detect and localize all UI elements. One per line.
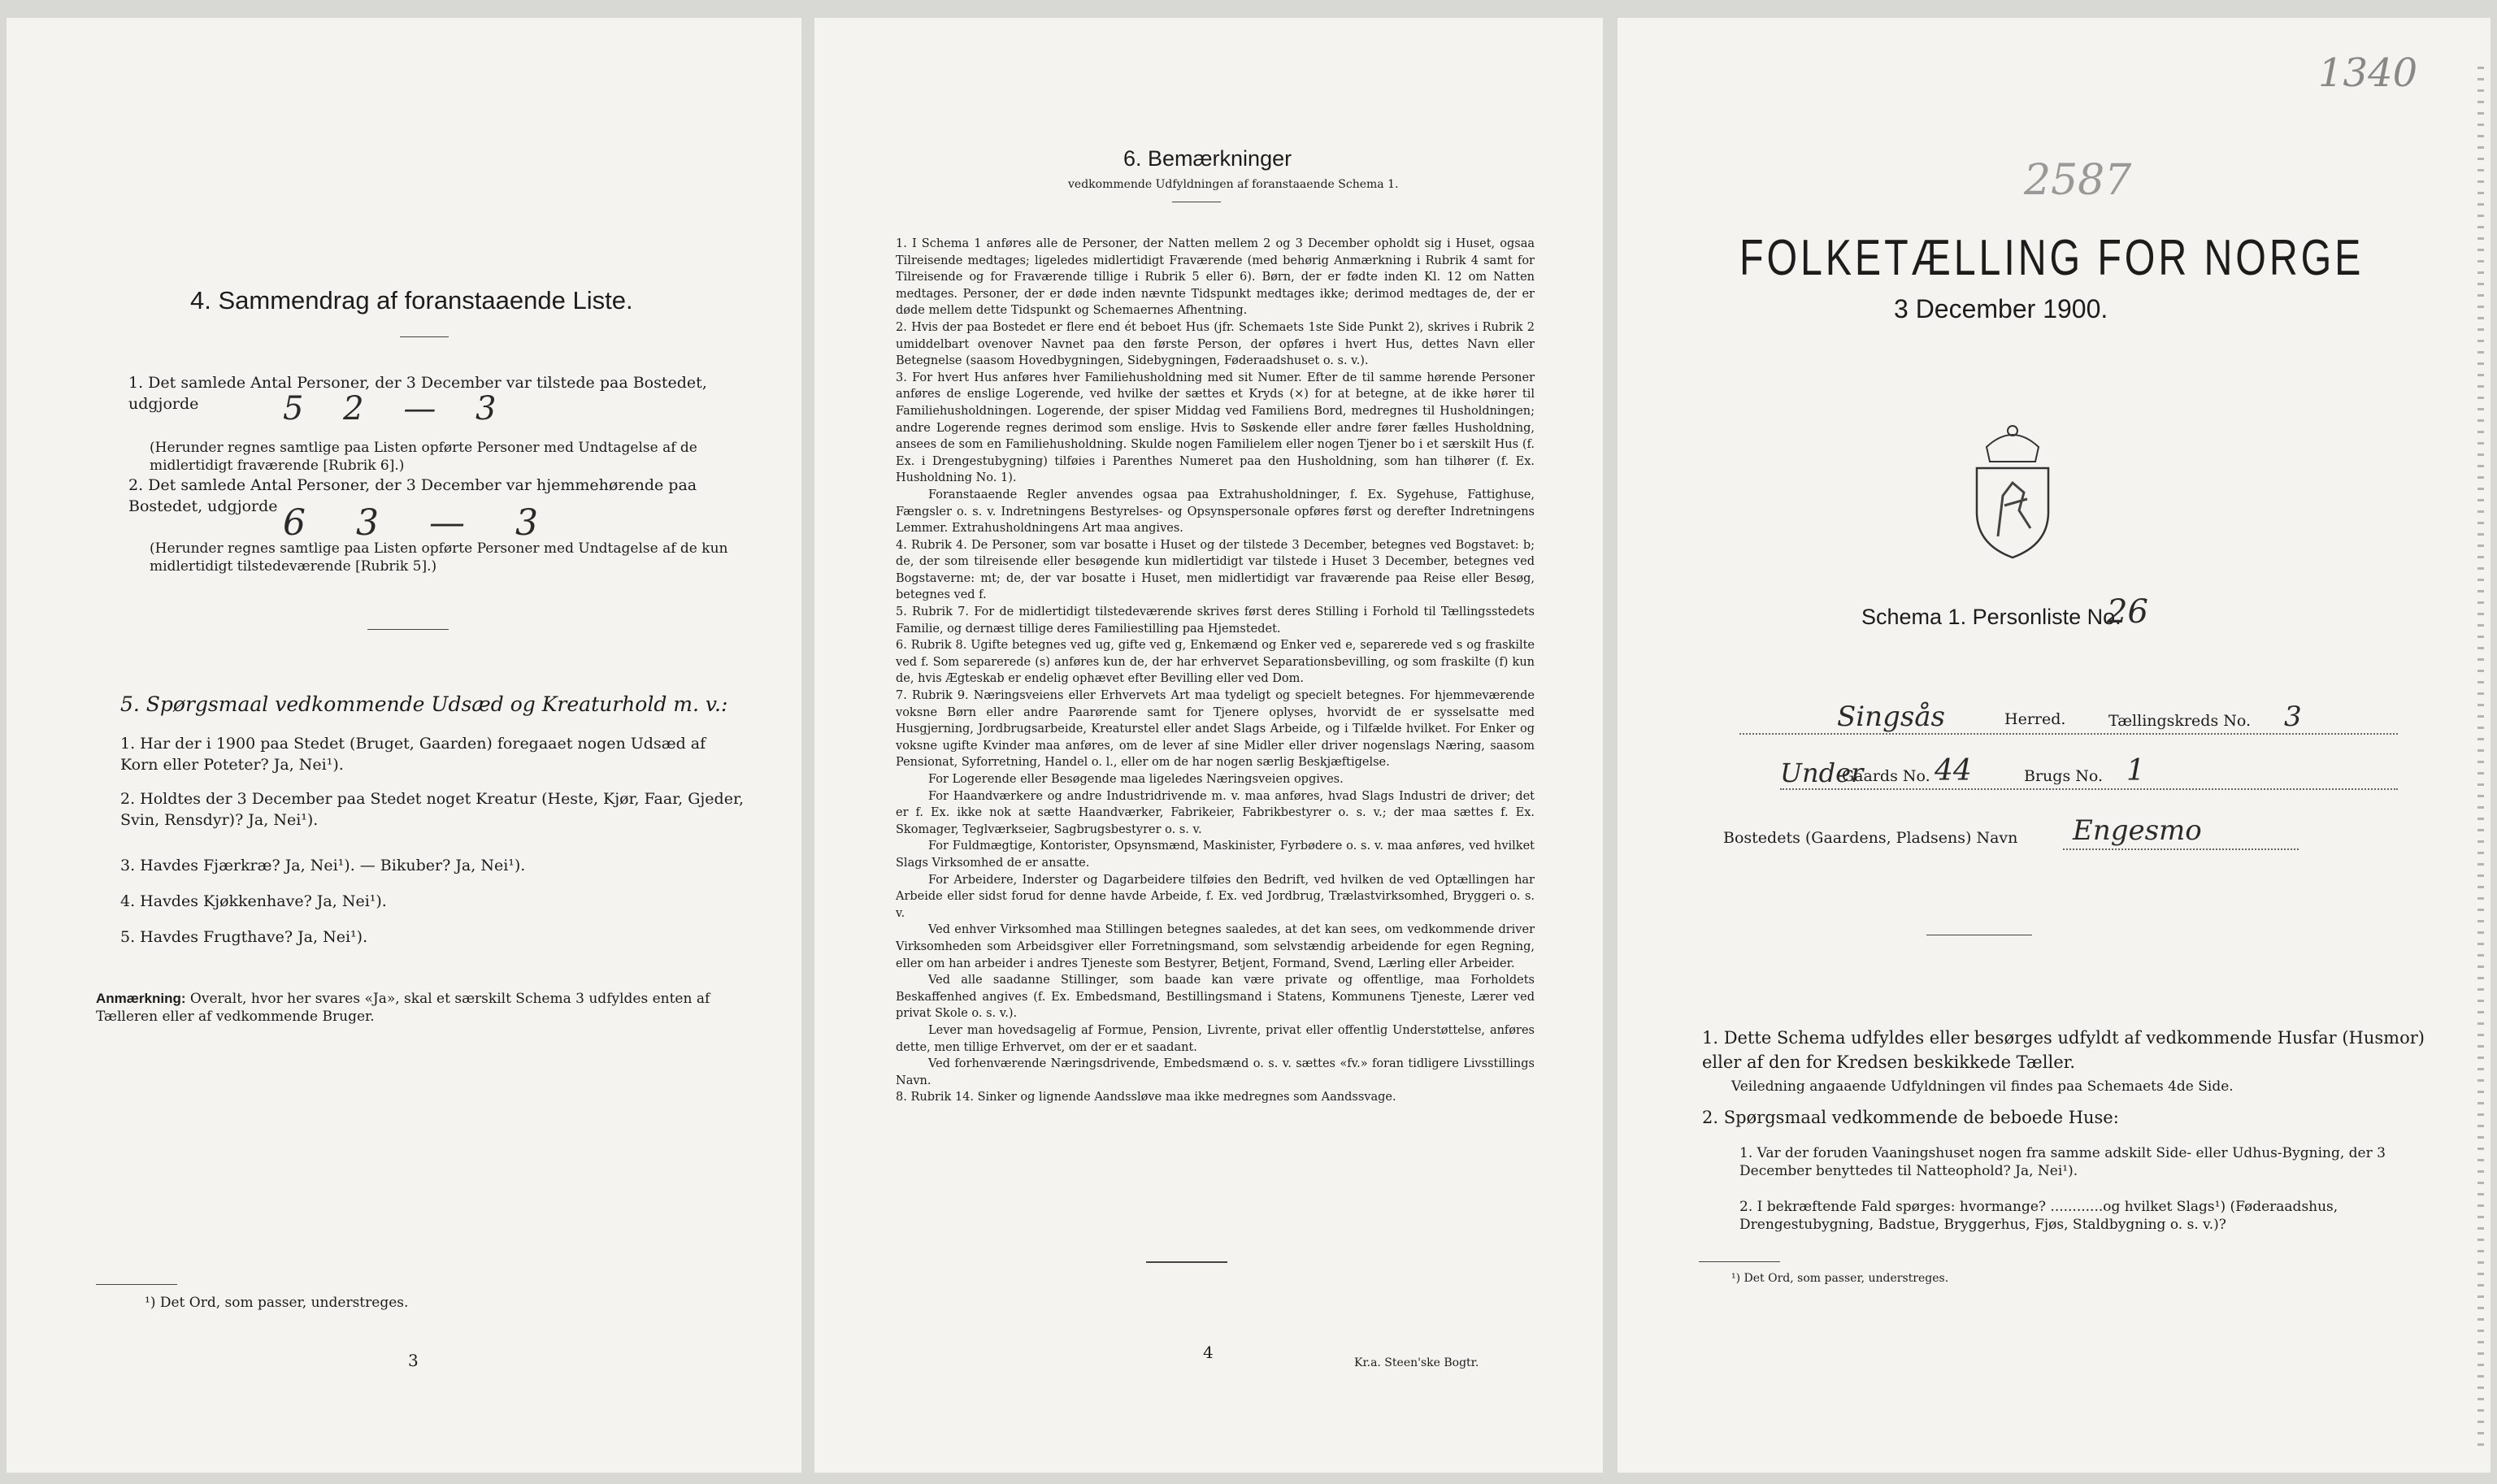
field-line bbox=[1780, 788, 2398, 790]
note-item: 1. I Schema 1 anføres alle de Personer, der Natten mellem 2 og 3 December opholdt sig i Huset, ogsaa Tilreisende medtages; ligeledes midlertidigt Fraværende (med behørig Anmærkning i Rubrik 4 samt for Tilreisende og for Fraværende tillige i Rubrik 5 eller 6). Børn, der er fødte inden Kl. 12 om Natten medtages. Personer, der er døde inden nævnte Tidspunkt medtages ikke; derimod medtages de, der er døde mellem dette Tidspunkt og Schemaernes Afhentning. bbox=[896, 237, 1535, 318]
page-left bbox=[7, 18, 801, 1473]
house-question-1: 1. Var der foruden Vaaningshuset nogen fra samme adskilt Side- eller Udhus-Bygning, der 3 December benyttedes til Natteophold? Ja, Nei¹). bbox=[1739, 1145, 2386, 1179]
question-1: 1. Har der i 1900 paa Stedet (Bruget, Gaarden) foregaaet nogen Udsæd af Korn eller Poteter? Ja, Nei¹). bbox=[120, 735, 706, 774]
question-2: 2. Holdtes der 3 December paa Stedet noget Kreatur (Heste, Kjør, Faar, Gjeder, Svin, Rensdyr)? Ja, Nei¹). bbox=[120, 790, 744, 829]
gaard-prefix: Under bbox=[1780, 757, 1864, 788]
section4-title: 4. Sammendrag af foranstaaende Liste. bbox=[190, 286, 633, 315]
note-item: 8. Rubrik 14. Sinker og lignende Aandssløve maa ikke medregnes som Aandssvage. bbox=[896, 1091, 1396, 1104]
remark bbox=[96, 990, 746, 1026]
item1-values: 5 2 — 3 bbox=[283, 390, 511, 427]
page-number: 3 bbox=[408, 1351, 419, 1370]
note-item: 6. Rubrik 8. Ugifte betegnes ved ug, gifte ved g, Enkemænd og Enker ved e, separerede ved s og fraskilte ved f. Som separerede (s) anføres kun de, der har erhvervet Separationsbevilling, og som fraskilte (f) kun de, hvis Ægteskab er endelig ophævet efter Bevilling eller ved Dom. bbox=[896, 639, 1535, 686]
footnote: ¹) Det Ord, som passer, understreges. bbox=[145, 1295, 409, 1311]
kreds-value: 3 bbox=[2284, 701, 2302, 733]
item2-values: 6 3 — 3 bbox=[283, 502, 558, 544]
page-number: 4 bbox=[1203, 1343, 1214, 1362]
herred-label: Herred. bbox=[2004, 710, 2066, 728]
section5-title: 5. Spørgsmaal vedkommende Udsæd og Kreaturhold m. v.: bbox=[120, 692, 728, 716]
house-question-2: 2. I bekræftende Fald spørges: hvormange? ............og hvilket Slags¹) (Føderaadshus, Drengestubygning, Badstue, Bryggerhus, Fjøs, Staldbygning o. s. v.)? bbox=[1739, 1199, 2338, 1233]
item2-note: (Herunder regnes samtlige paa Listen opførte Personer med Undtagelse af de kun midlertidigt tilstedeværende [Rubrik 5].) bbox=[150, 540, 728, 575]
note-item: 7. Rubrik 9. Næringsveiens eller Erhvervets Art maa tydeligt og specielt betegnes. For hjemmeværende voksne Børn eller andre Paarørende samt for Tjenere oplyses, hvorvidt de er sysselsatte med Husgjerning, Jordbrugsarbeide, Kreaturstel eller andet Slags Arbeide, og i Tilfælde hvilket. For Enker og voksne ugifte Kvinder maa anføres, om de lever af sine Midler eller driver nogenslags Næring, saasom Pensionat, Syforretning, Handel o. l., eller om de har nogen særlig Beskjæftigelse. bbox=[896, 689, 1535, 770]
footnote: ¹) Det Ord, som passer, understreges. bbox=[1731, 1272, 1949, 1285]
remark-text: Overalt, hvor her svares «Ja», skal et særskilt Schema 3 udfyldes enten af Tælleren eller af vedkommende Bruger. bbox=[96, 991, 710, 1025]
herred-value: Singsås bbox=[1837, 701, 1945, 733]
bosted-value: Engesmo bbox=[2073, 814, 2202, 847]
divider bbox=[367, 629, 449, 630]
note-item: Ved enhver Virksomhed maa Stillingen betegnes saaledes, at det kan sees, om vedkommende driver Virksomheden som Arbeidsgiver eller Forretningsmand, som selvstændig arbeidende for egen Regning, eller om han arbeider i andres Tjeneste som Bestyrer, Betjent, Formand, Svend, Lærling eller Arbeider. bbox=[896, 923, 1535, 970]
note-item: Ved alle saadanne Stillinger, som baade kan være private og offentlige, maa Forholdets Beskaffenhed angives (f. Ex. Embedsmand, Bestillingsmand i Statens, Kommunens Tjeneste, Lærer ved privat Skole o. s. v.). bbox=[896, 974, 1535, 1021]
main-title: FOLKETÆLLING FOR NORGE bbox=[1739, 230, 2365, 286]
instruction-1-sub: Veiledning angaaende Udfyldningen vil findes paa Schemaets 4de Side. bbox=[1731, 1078, 2234, 1095]
schema-number: 26 bbox=[2107, 593, 2148, 631]
question-4: 4. Havdes Kjøkkenhave? Ja, Nei¹). bbox=[120, 892, 387, 910]
instruction-1: 1. Dette Schema udfyldes eller besørges udfyldt af vedkommende Husfar (Husmor) eller af den for Kredsen beskikkede Tæller. bbox=[1702, 1028, 2425, 1072]
footnote-rule bbox=[1699, 1261, 1780, 1262]
note-item: 3. For hvert Hus anføres hver Familiehusholdning med sit Numer. Efter de til samme hørende Personer anføres de enslige Logerende, ved hvilke der sættes et Kryds (×) for at betegne, at de ikke hører til Familiehusholdningen. Logerende, der spiser Middag ved Familiens Bord, medregnes til Husholdningen; andre Logerende regnes derimod som enslige. Hvis to Søskende eller andre fører fælles Husholdning, ansees de som en Familiehusholdning. Skulde nogen Familielem eller nogen Tjener bo i et særskilt Hus (f. Ex. i Drengestubygning) tilføies i Parenthes Numeret paa den Husholdning, som han tilhører (f. Ex. Husholdning No. 1). bbox=[896, 371, 1535, 485]
remarks-title: 6. Bemærkninger bbox=[1123, 146, 1292, 171]
remarks-notes bbox=[896, 236, 1535, 1106]
item2-label: 2. Det samlede Antal Personer, der 3 December var hjemmehørende paa Bostedet, udgjorde bbox=[128, 476, 697, 515]
note-item: 4. Rubrik 4. De Personer, som var bosatte i Huset og der tilstede 3 December, betegnes ved Bogstavet: b; de, der som tilreisende eller besøgende kun midlertidigt var tilstede i Huset 3 December, betegnes ved Bogstaverne: mt; de, der var bosatte i Huset, men midlertidigt var fraværende paa Reise eller Besøg, betegnes ved f. bbox=[896, 538, 1535, 602]
corner-mark: 1340 bbox=[2318, 50, 2418, 96]
remarks-subtitle: vedkommende Udfyldningen af foranstaaende Schema 1. bbox=[1068, 178, 1399, 191]
note-item: For Arbeidere, Inderster og Dagarbeidere tilføies den Bedrift, ved hvilken de ved Optællingen har Arbeide eller sidst forud for denne havde Arbeide, f. Ex. ved Jordbrug, Trælastvirksomhed, Bryggeri o. s. v. bbox=[896, 873, 1535, 920]
item1-label: 1. Det samlede Antal Personer, der 3 December var tilstede paa Bostedet, udgjorde bbox=[128, 374, 707, 413]
printer-mark: Kr.a. Steen'ske Bogtr. bbox=[1354, 1356, 1479, 1369]
note-item: For Logerende eller Besøgende maa ligeledes Næringsveien opgives. bbox=[928, 773, 1344, 786]
instruction-2: 2. Spørgsmaal vedkommende de beboede Huse: bbox=[1702, 1108, 2119, 1127]
question-5: 5. Havdes Frugthave? Ja, Nei¹). bbox=[120, 928, 368, 946]
handwritten-number: 2587 bbox=[2024, 156, 2132, 205]
item1-note: (Herunder regnes samtlige paa Listen opførte Personer med Undtagelse af de midlertidigt fraværende [Rubrik 6].) bbox=[150, 440, 697, 474]
census-date: 3 December 1900. bbox=[1894, 294, 2108, 323]
field-line bbox=[2063, 848, 2299, 850]
brugs-value: 1 bbox=[2126, 754, 2145, 788]
divider bbox=[400, 336, 449, 337]
brugs-label: Brugs No. bbox=[2024, 767, 2104, 785]
field-line bbox=[1739, 733, 2398, 735]
gaard-label: Gaards No. bbox=[1842, 767, 1930, 785]
note-item: For Haandværkere og andre Industridrivende m. v. maa anføres, hvad Slags Industri de driver; det er f. Ex. ikke nok at sætte Haandværker, Fabrikeier, Fabrikbestyrer o. s. v.; der maa sættes f. Ex. Skomager, Teglværkseier, Sagbrugsbestyrer o. s. v. bbox=[896, 789, 1535, 836]
schema-label: Schema 1. Personliste No. bbox=[1861, 605, 2121, 629]
page-middle bbox=[814, 18, 1603, 1473]
note-item: Ved forhenværende Næringsdrivende, Embedsmænd o. s. v. sættes «fv.» foran tidligere Livsstillings Navn. bbox=[896, 1057, 1535, 1087]
note-item: Lever man hovedsagelig af Formue, Pension, Livrente, privat eller offentlig Understøttelse, anføres dette, men tillige Erhvervet, om der er et saadant. bbox=[896, 1023, 1535, 1054]
question-3: 3. Havdes Fjærkræ? Ja, Nei¹). — Bikuber? Ja, Nei¹). bbox=[120, 857, 526, 874]
note-item: For Fuldmægtige, Kontorister, Opsynsmænd, Maskinister, Fyrbødere o. s. v. maa anføres, ved hvilket Slags Virksomhed de er ansatte. bbox=[896, 840, 1535, 870]
coat-of-arms-icon bbox=[1962, 414, 2063, 561]
page-right bbox=[1618, 18, 2490, 1473]
note-item: Foranstaaende Regler anvendes ogsaa paa Extrahusholdninger, f. Ex. Sygehuse, Fattighuse, Fængsler o. s. v. Indretningens Bestyrelses- og Opsynspersonale opføres først og derefter Indretningens Lemmer. Extrahusholdningens Art maa angives. bbox=[896, 488, 1535, 536]
divider bbox=[1146, 1261, 1227, 1263]
gaard-value: 44 bbox=[1935, 754, 1972, 788]
note-item: 5. Rubrik 7. For de midlertidigt tilstedeværende skrives først deres Stilling i Forhold til Tællingsstedets Familie, og dernæst tillige deres Familiestilling paa Hjemstedet. bbox=[896, 605, 1535, 636]
kreds-label: Tællingskreds No. bbox=[2108, 712, 2251, 730]
remark-label: Anmærkning: bbox=[96, 991, 186, 1006]
note-item: 2. Hvis der paa Bostedet er flere end ét beboet Hus (jfr. Schemaets 1ste Side Punkt 2), skrives i Rubrik 2 umiddelbart ovenover Navnet paa den første Person, der opføres i hvert Hus, dettes Navn eller Betegnelse (saasom Hovedbygningen, Sidebygningen, Føderaadshuset o. s. v.). bbox=[896, 320, 1535, 368]
bosted-label: Bostedets (Gaardens, Pladsens) Navn bbox=[1723, 829, 2018, 847]
edge-perforation bbox=[2477, 67, 2484, 1448]
footnote-rule bbox=[96, 1284, 177, 1285]
